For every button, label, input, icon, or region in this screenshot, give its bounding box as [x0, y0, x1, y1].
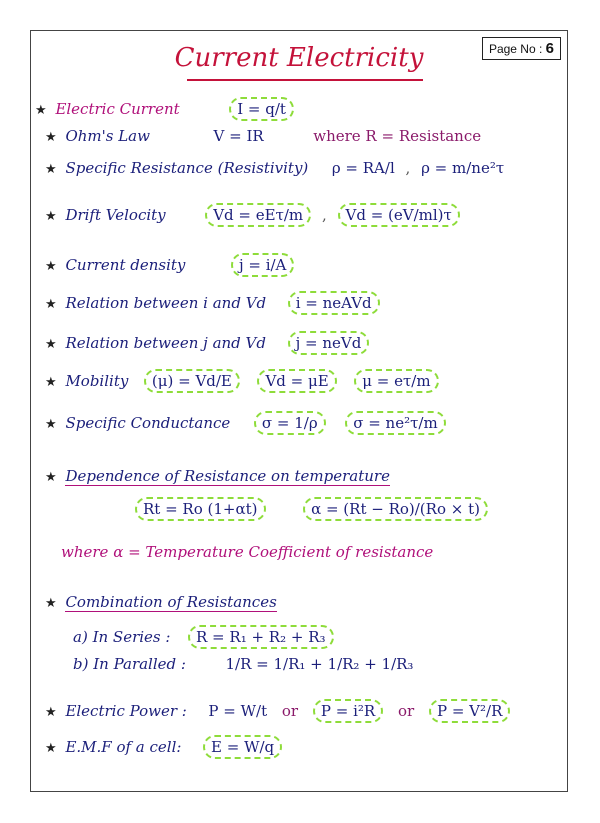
star-icon: ★ — [45, 417, 57, 432]
formula: σ = 1/ρ — [254, 411, 326, 435]
row-conductance — [45, 411, 446, 435]
star-icon: ★ — [45, 130, 57, 145]
formula: E = W/q — [203, 735, 282, 759]
label: Drift Velocity — [65, 206, 166, 224]
label: Dependence of Resistance on temperature — [65, 467, 390, 485]
row-parallel — [73, 655, 413, 673]
label: Current density — [65, 256, 186, 274]
formula: V = IR — [213, 127, 264, 145]
formula: Rt = Ro (1+αt) — [135, 497, 266, 521]
label: Specific Conductance — [65, 414, 231, 432]
row-power — [45, 699, 510, 723]
row-relation-j-vd — [45, 331, 369, 355]
label: Combination of Resistances — [65, 593, 277, 611]
note: where α = Temperature Coefficient of resistance — [61, 543, 434, 561]
star-icon: ★ — [45, 162, 57, 177]
label: Electric Power : — [65, 702, 187, 720]
row-resistivity: ★ Specific Resistance (Resistivity) ρ = RA/l , ρ = m/ne²τ — [45, 159, 505, 177]
formula: 1/R = 1/R₁ + 1/R₂ + 1/R₃ — [225, 655, 414, 673]
notebook-page — [30, 30, 568, 792]
row-temperature-formulas — [135, 497, 488, 521]
formula: σ = ne²τ/m — [345, 411, 445, 435]
formula: P = i²R — [313, 699, 383, 723]
label: Specific Resistance (Resistivity) — [65, 159, 309, 177]
row-combination — [45, 593, 277, 611]
row-current-density — [45, 253, 294, 277]
label: a) In Series : — [73, 628, 171, 646]
star-icon: ★ — [45, 209, 57, 224]
star-icon: ★ — [45, 297, 57, 312]
label: Electric Current — [55, 100, 180, 118]
title-underline — [187, 79, 423, 81]
formula: j = i/A — [231, 253, 294, 277]
formula: ρ = RA/l — [331, 159, 395, 177]
label: Mobility — [65, 372, 129, 390]
row-relation-i-vd — [45, 291, 380, 315]
note: where R = Resistance — [313, 127, 482, 145]
formula: α = (Rt − Ro)/(Ro × t) — [303, 497, 488, 521]
row-mobility — [45, 369, 439, 393]
formula: μ = eτ/m — [354, 369, 438, 393]
star-icon: ★ — [45, 470, 57, 485]
formula: i = neAVd — [288, 291, 380, 315]
row-temperature — [45, 467, 390, 485]
label: b) In Paralled : — [73, 655, 186, 673]
row-temperature-where — [61, 543, 433, 561]
formula: P = V²/R — [429, 699, 510, 723]
page-number-label: Page No : — [488, 42, 543, 56]
star-icon: ★ — [45, 741, 57, 756]
formula: R = R₁ + R₂ + R₃ — [188, 625, 334, 649]
or-text: or — [397, 702, 415, 720]
or-text: or — [281, 702, 299, 720]
page-number-value: 6 — [545, 40, 554, 57]
row-emf — [45, 735, 282, 759]
star-icon: ★ — [45, 705, 57, 720]
formula: Vd = μE — [257, 369, 336, 393]
formula: P = W/t — [208, 702, 268, 720]
row-drift-velocity: ★ Drift Velocity Vd = eEτ/m , Vd = (eV/ml)τ — [45, 203, 460, 227]
formula: I = q/t — [229, 97, 294, 121]
formula: ρ = m/ne²τ — [421, 159, 505, 177]
formula: Vd = eEτ/m — [205, 203, 311, 227]
row-series — [73, 625, 334, 649]
formula: Vd = (eV/ml)τ — [338, 203, 460, 227]
label: Relation between j and Vd — [65, 334, 266, 352]
row-electric-current — [35, 97, 294, 121]
label: Relation between i and Vd — [65, 294, 267, 312]
row-ohms-law — [45, 127, 481, 145]
label: Ohm's Law — [65, 127, 150, 145]
star-icon: ★ — [45, 375, 57, 390]
formula: j = neVd — [288, 331, 370, 355]
star-icon: ★ — [45, 259, 57, 274]
star-icon: ★ — [45, 596, 57, 611]
star-icon: ★ — [35, 103, 47, 118]
label: E.M.F of a cell: — [65, 738, 182, 756]
star-icon: ★ — [45, 337, 57, 352]
page-title: Current Electricity — [174, 43, 424, 73]
formula: (μ) = Vd/E — [144, 369, 240, 393]
